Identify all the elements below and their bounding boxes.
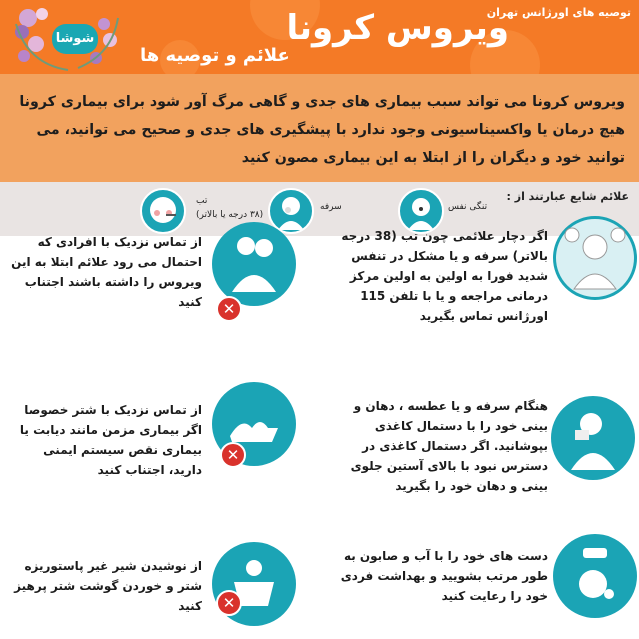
logo-text: شوشا [52, 24, 98, 54]
forbidden-icon: ✕ [216, 296, 242, 322]
advice-text: از تماس نزدیک با افرادی که احتمال می رود علائم ابتلا به این ویروس را داشته باشند اجتناب کنید [11, 235, 202, 309]
fever-icon [140, 188, 186, 234]
symptom-label: تنگی نفس [448, 202, 488, 212]
forbidden-icon: ✕ [216, 590, 242, 616]
symptom-label: تب [196, 196, 208, 206]
sneeze-icon [551, 396, 635, 480]
page-subtitle: علائم و توصیه ها [140, 45, 290, 66]
advice-text: از نوشیدن شیر غیر پاستوریزه شتر و خوردن گوشت شتر پرهیز کنید [14, 559, 202, 613]
symptoms-title: علائم شایع عبارتند از : [506, 190, 629, 203]
page-title: ویروس کرونا [286, 8, 509, 48]
advice-text: از تماس نزدیک با شتر خصوصا اگر بیماری مزمن مانند دیابت یا بیماری نقص سیستم ایمنی دارید، اجتناب کنید [19, 403, 202, 477]
advice-text: اگر دچار علائمی چون تب (38 درجه بالاتر) سرفه و یا مشکل در تنفس شدید فورا به اولین به اولین مرکز درمانی مراجعه و یا با تلفن 115 اورژانس تماس بگیرید [341, 229, 548, 323]
sick-person-icon [553, 216, 637, 300]
no-contact-icon [212, 222, 296, 306]
organization-label: توصیه های اورژانس تهران [486, 6, 631, 19]
intro-band [0, 74, 639, 182]
hand-wash-icon [553, 534, 637, 618]
advice-text: دست های خود را با آب و صابون به طور مرتب بشویید و بهداشت فردی خود را رعایت کنید [340, 549, 548, 603]
symptom-sublabel: (۳۸ درجه یا بالاتر) [196, 210, 264, 220]
logo-wreath [8, 4, 126, 76]
intro-text: ویروس کرونا می تواند سبب بیماری های جدی و گاهی مرگ آور شود برای بیماری کرونا هیچ درمان یا واکسیناسیونی وجود ندارد با پیشگیری های جدی و صحیح می توانید، می توانید خود و دیگران را از ابتلا به این بیماری مصون کنید [19, 94, 625, 166]
advice-text: هنگام سرفه و یا عطسه ، دهان و بینی خود را با دستمال کاغذی بپوشانید. اگر دستمال کاغذی در دسترس نبود با بالای آستین جلوی بینی و دهان خود را بگیرید [350, 399, 548, 493]
forbidden-icon: ✕ [220, 442, 246, 468]
symptom-label: سرفه [320, 202, 342, 212]
